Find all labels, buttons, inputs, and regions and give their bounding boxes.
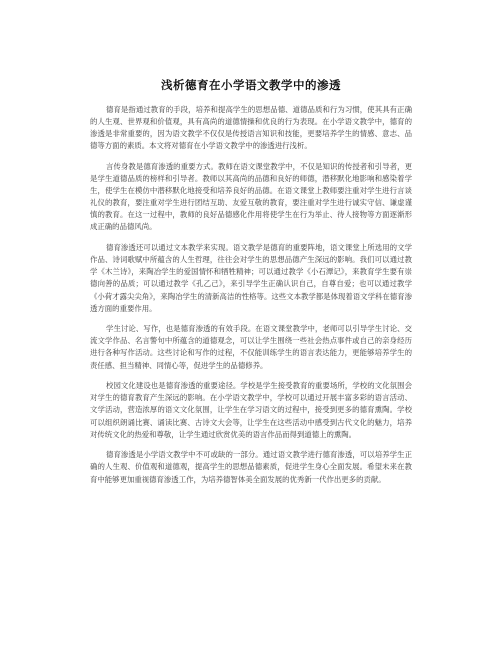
paragraph-conclusion: 德育渗透是小学语文教学中不可或缺的一部分。通过语文教学进行德育渗透，可以培养学生正确的人生观、价值观和道德观，提高学生的思想品德素质，促进学生身心全面发展。希望未来在教育中能够更加重视德育渗透工作，为培养德智体美全面发展的优秀新一代作出更多的贡献。 — [90, 450, 412, 484]
paragraph-intro: 德育是指通过教育的手段，培养和提高学生的思想品德、道德品质和行为习惯，使其具有正确的人生观、世界观和价值观，具有高尚的道德情操和优良的行为表现。在小学语文教学中，德育的渗透是非常重要的，因为语文教学不仅仅是传授语言知识和技能，更要培养学生的情感、意志、品德等方面的素质。本文将对德育在小学语文教学中的渗透进行浅析。 — [90, 105, 412, 151]
document-body — [90, 104, 412, 494]
paragraph-campus-culture: 校园文化建设也是德育渗透的重要途径。学校是学生接受教育的重要场所，学校的文化氛围会对学生的德育教育产生深远的影响。在小学语文教学中，学校可以通过开展丰富多彩的语言活动、文学活动，营造浓厚的语文文化氛围，让学生在学习语文的过程中，接受到更多的德育熏陶。学校可以组织朗诵比赛、诵读比赛、古诗文大会等，让学生在这些活动中感受到古代文化的魅力，培养对传统文化的热爱和尊敬，让学生通过欣赏优美的语言作品而得到道德上的熏陶。 — [90, 381, 412, 439]
paragraph-teaching-by-example: 言传身教是德育渗透的重要方式。教师在语文课堂教学中，不仅是知识的传授者和引导者，更是学生道德品质的榜样和引导者。教师以其高尚的品德和良好的师德，潜移默化地影响和感染着学生，使学生在模仿中潜移默化地接受和培养良好的品德。在语文课堂上教师要注重对学生进行言谈礼仪的教育，要注重对学生进行团结互助、友爱互敬的教育，要注重对学生进行诚实守信、谦虚谨慎的教育。在这一过程中，教师的良好品德感化作用将使学生在行为举止、待人接物等方面逐渐形成正确的品德风尚。 — [90, 161, 412, 232]
paragraph-discussion-writing: 学生讨论、写作，也是德育渗透的有效手段。在语文课堂教学中，老师可以引导学生讨论、交流文学作品、名言警句中所蕴含的道德观念，可以让学生围绕一些社会热点事件或自己的亲身经历进行各种写作活动。这些讨论和写作的过程，不仅能训练学生的语言表达能力，更能够培养学生的责任感、担当精神、同情心等，促进学生的品德修养。 — [90, 324, 412, 370]
document-title: 浅析德育在小学语文教学中的渗透 — [161, 78, 341, 92]
paragraph-text-teaching: 德育渗透还可以通过文本教学来实现。语文教学是德育的重要阵地，语文课堂上所选用的文学作品、诗词歌赋中所蕴含的人生哲理，往往会对学生的思想品德产生深远的影响。我们可以通过教学《木兰诗》，来陶冶学生的爱国情怀和牺牲精神；可以通过教学《小石潭记》，来教育学生要有崇德向善的品质；可以通过教学《孔乙己》，来引导学生正确认识自己，自尊自爱；也可以通过教学《小荷才露尖尖角》，来陶冶学生的清新高洁的性格等。这些文本教学都是体现着语文学科在德育渗透方面的重要作用。 — [90, 243, 412, 313]
